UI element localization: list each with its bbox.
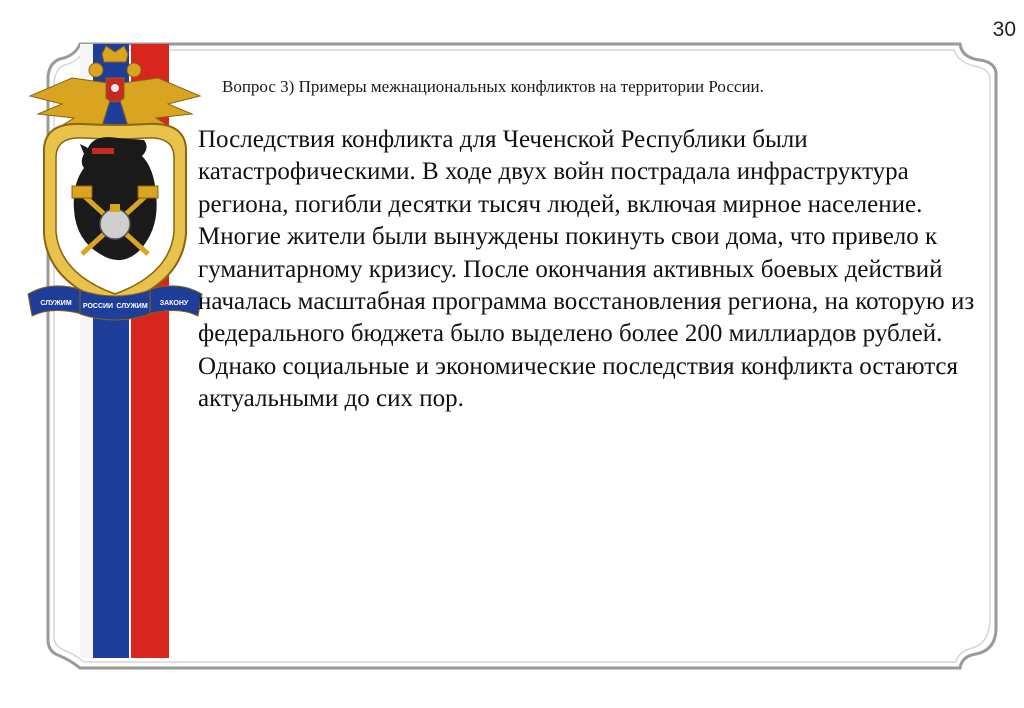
ribbon-word-1: СЛУЖИМ xyxy=(40,300,72,307)
question-heading: Вопрос 3) Примеры межнациональных конфликтов на территории России. xyxy=(222,77,764,96)
bear-emblem-icon xyxy=(22,44,208,334)
ribbon-word-2: РОССИИ xyxy=(82,303,114,310)
body-paragraph: Последствия конфликта для Чеченской Республики были катастрофическими. В ходе двух войн пострадала инфраструктура региона, погибли десятки тысяч людей, включая мирное население. Многие жители были вынуждены покинуть свои дома, что привело к гуманитарному кризису. После окончания активных боевых действий началась масштабная программа восстановления региона, на которую из федерального бюджета было выделено более 200 миллиардов рублей. Однако социальные и экономические последствия конфликта остаются актуальными до сих пор. xyxy=(198,126,975,413)
slide-number: 30 xyxy=(992,18,1016,41)
ribbon-word-4: ЗАКОНУ xyxy=(159,300,189,307)
ribbon-word-3: СЛУЖИМ xyxy=(116,303,148,310)
